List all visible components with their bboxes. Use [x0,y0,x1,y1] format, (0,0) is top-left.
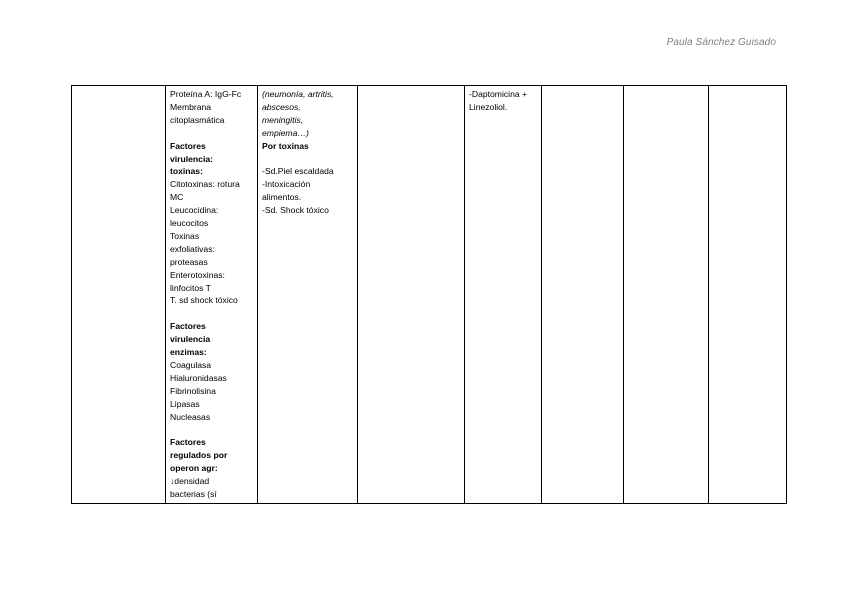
cell-line: exfoliativas: [170,243,215,254]
cell-line: bacterias (sí [170,489,217,500]
cell-line: alimentos. [262,192,302,203]
table-cell-2 [166,86,258,504]
cell-line: Leucocidina: [170,205,219,216]
section-heading: Factores [170,140,206,151]
cell-line: Lipasas [170,398,200,409]
header-author: Paula Sánchez Guisado [666,37,776,48]
cell-line: Coagulasa [170,360,212,370]
cell-line: (neumonía, artritis, [262,89,334,99]
cell-line: proteasas [170,256,208,267]
cell-line: -Intoxicación [262,179,311,190]
table-cell-1 [72,86,166,504]
cell-line: ↓densidad [170,476,210,487]
cell-line: meningitis, [262,114,304,125]
cell-line: Proteína A: IgG-Fc [170,89,242,99]
cell-line: Citotoxinas: rotura [170,179,240,190]
table-row [72,86,787,504]
section-heading: virulencia: [170,153,213,164]
cell-line: linfocitos T [170,282,211,293]
section-heading: regulados por [170,450,228,461]
cell-line: Linezoliol. [469,101,508,112]
cell-line: Toxinas [170,230,200,241]
cell-line: T. sd shock tóxico [170,295,238,306]
cell-line: abscesos, [262,101,301,112]
cell-line: MC [170,192,184,203]
cell-line: Enterotoxinas: [170,269,225,280]
section-heading: enzimas: [170,347,207,358]
section-heading: Por toxinas [262,140,309,151]
section-heading: Factores [170,321,206,332]
section-heading: operon agr: [170,463,218,474]
table-cell-4 [358,86,465,504]
table-cell-3 [258,86,358,504]
content-table [71,85,787,504]
cell-line: empiema…) [262,127,309,138]
cell-line: Hialuronidasas [170,372,227,383]
cell-line: -Daptomicina + [469,89,528,99]
cell-line: Fibrinolisina [170,385,216,396]
cell-line: Nucleasas [170,411,211,422]
cell-line: -Sd.Piel escaldada [262,166,334,177]
cell-line: citoplasmática [170,114,225,125]
cell-line: leucocitos [170,218,209,229]
table-cell-8 [709,86,787,504]
table-cell-7 [624,86,709,504]
cell-line: Membrana [170,101,212,112]
table-cell-6 [542,86,624,504]
section-heading: Factores [170,437,206,448]
cell-line: -Sd. Shock tóxico [262,205,329,216]
table-cell-5 [465,86,542,504]
section-heading: toxinas: [170,166,203,177]
section-heading: virulencia [170,334,211,345]
